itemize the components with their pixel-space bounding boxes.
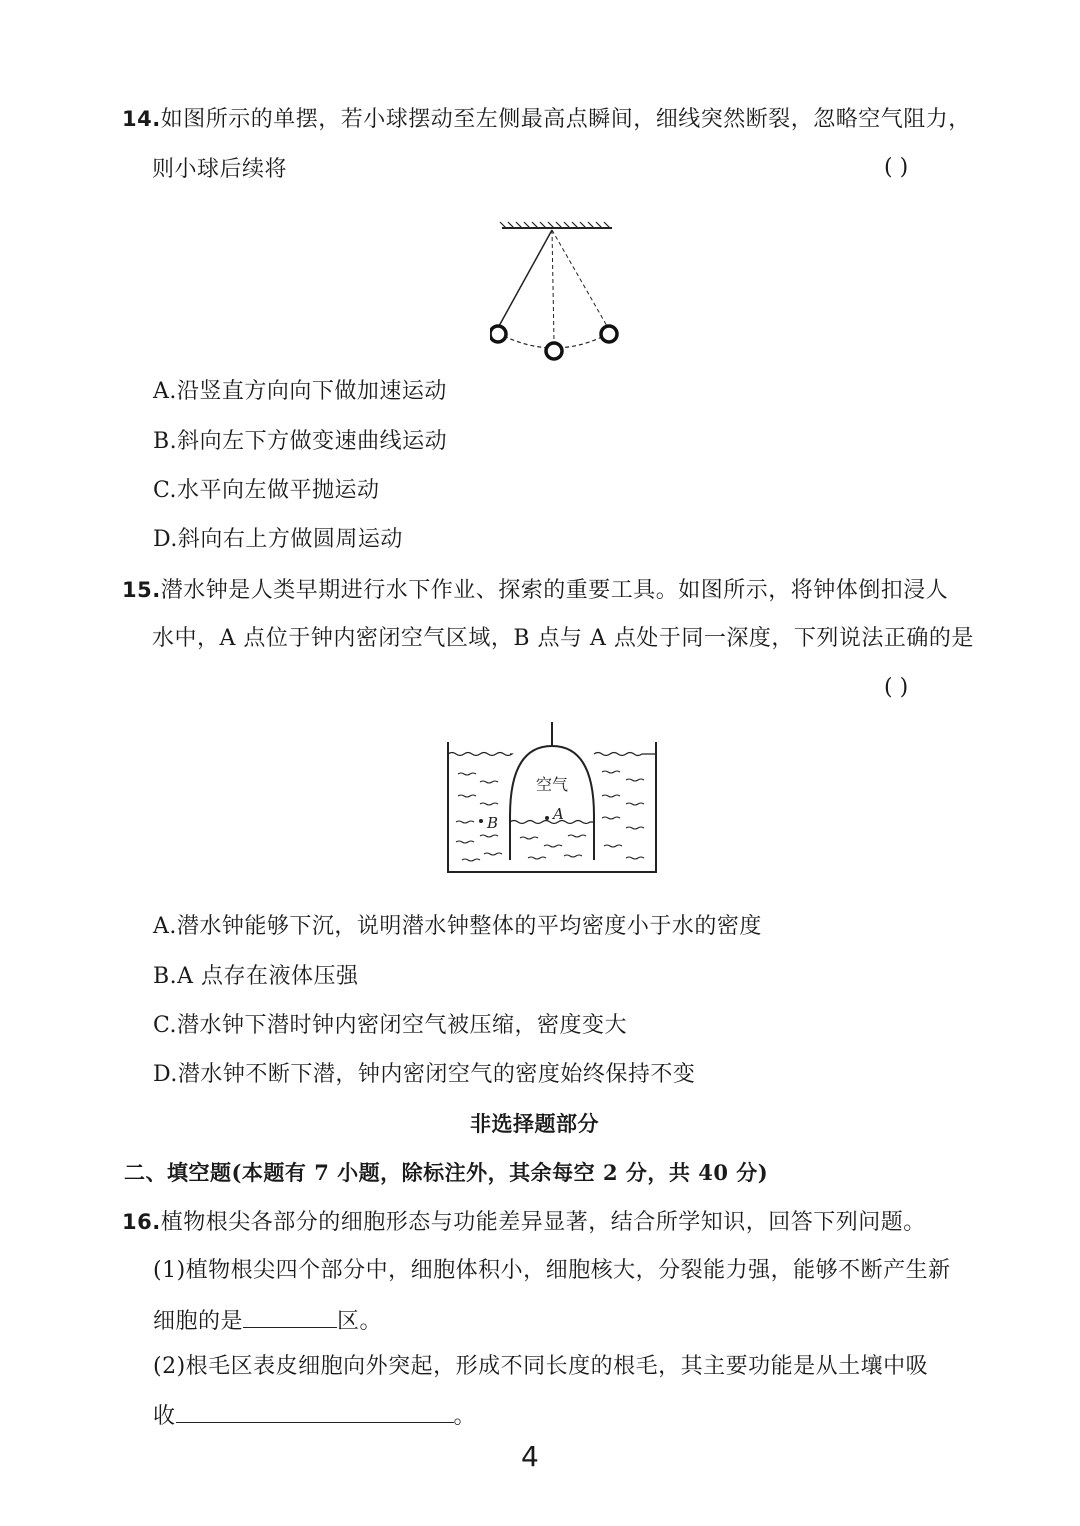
q15-option-d: D.潜水钟不断下潜，钟内密闭空气的密度始终保持不变 bbox=[153, 1062, 696, 1087]
label-air: 空气 bbox=[536, 775, 569, 794]
ball-right bbox=[601, 326, 617, 342]
label-point-b: B bbox=[487, 814, 499, 832]
ball-left bbox=[490, 326, 506, 342]
q16-stem bbox=[122, 1207, 926, 1238]
q14-stem-line2: 则小球后续将 bbox=[152, 157, 288, 182]
q14-option-b: B.斜向左下方做变速曲线运动 bbox=[153, 429, 448, 454]
section-title: 非选择题部分 bbox=[470, 1111, 599, 1136]
q16-sub1-line1: (1)植物根尖四个部分中，细胞体积小，细胞核大，分裂能力强，能够不断产生新 bbox=[153, 1258, 951, 1283]
q15-number: 15. bbox=[122, 578, 161, 602]
q15-answer-bracket: ( ) bbox=[884, 675, 909, 700]
q15-stem-line1 bbox=[122, 575, 948, 606]
q16-sub1-before: 细胞的是 bbox=[153, 1309, 244, 1334]
q14-option-c: C.水平向左做平抛运动 bbox=[153, 478, 380, 503]
q14-stem-text-1: 如图所示的单摆，若小球摆动至左侧最高点瞬间，细线突然断裂，忽略空气阻力， bbox=[160, 107, 971, 132]
q14-option-d: D.斜向右上方做圆周运动 bbox=[153, 527, 403, 552]
part-title: 二、填空题(本题有 7 小题，除标注外，其余每空 2 分，共 40 分) bbox=[124, 1160, 769, 1185]
q16-sub2-after: 。 bbox=[453, 1404, 477, 1429]
q14-stem-line1 bbox=[122, 104, 971, 135]
ball-bottom bbox=[546, 343, 562, 359]
q15-stem-line2: 水中，A 点位于钟内密闭空气区域，B 点与 A 点处于同一深度，下列说法正确的是 bbox=[152, 626, 974, 651]
q15-stem-text-1: 潜水钟是人类早期进行水下作业、探索的重要工具。如图所示，将钟体倒扣浸人 bbox=[160, 578, 949, 603]
q16-number: 16. bbox=[122, 1210, 161, 1234]
q15-option-a: A.潜水钟能够下沉，说明潜水钟整体的平均密度小于水的密度 bbox=[153, 914, 762, 939]
q14-option-a: A.沿竖直方向向下做加速运动 bbox=[153, 379, 447, 404]
q16-sub2-line1: (2)根毛区表皮细胞向外突起，形成不同长度的根毛，其主要功能是从土壤中吸 bbox=[153, 1354, 929, 1379]
answer-blank-1[interactable] bbox=[243, 1305, 337, 1328]
diving-bell-figure bbox=[440, 718, 665, 880]
q16-sub2-line2 bbox=[153, 1400, 476, 1432]
q16-sub1-line2 bbox=[153, 1305, 382, 1337]
q16-stem-text: 植物根尖各部分的细胞形态与功能差异显著，结合所学知识，回答下列问题。 bbox=[160, 1210, 926, 1235]
q14-answer-bracket: ( ) bbox=[884, 155, 909, 180]
pendulum-figure bbox=[490, 218, 640, 368]
label-point-a: A bbox=[553, 805, 564, 823]
page-number: 4 bbox=[521, 1440, 539, 1473]
pendulum-string bbox=[499, 230, 552, 326]
q15-option-c: C.潜水钟下潜时钟内密闭空气被压缩，密度变大 bbox=[153, 1013, 628, 1038]
q15-option-b: B.A 点存在液体压强 bbox=[153, 964, 359, 989]
diving-bell bbox=[510, 746, 594, 860]
q16-sub2-before: 收 bbox=[153, 1404, 176, 1429]
q14-number: 14. bbox=[122, 107, 161, 131]
q16-sub1-after: 区。 bbox=[337, 1309, 383, 1334]
answer-blank-2[interactable] bbox=[176, 1400, 454, 1423]
